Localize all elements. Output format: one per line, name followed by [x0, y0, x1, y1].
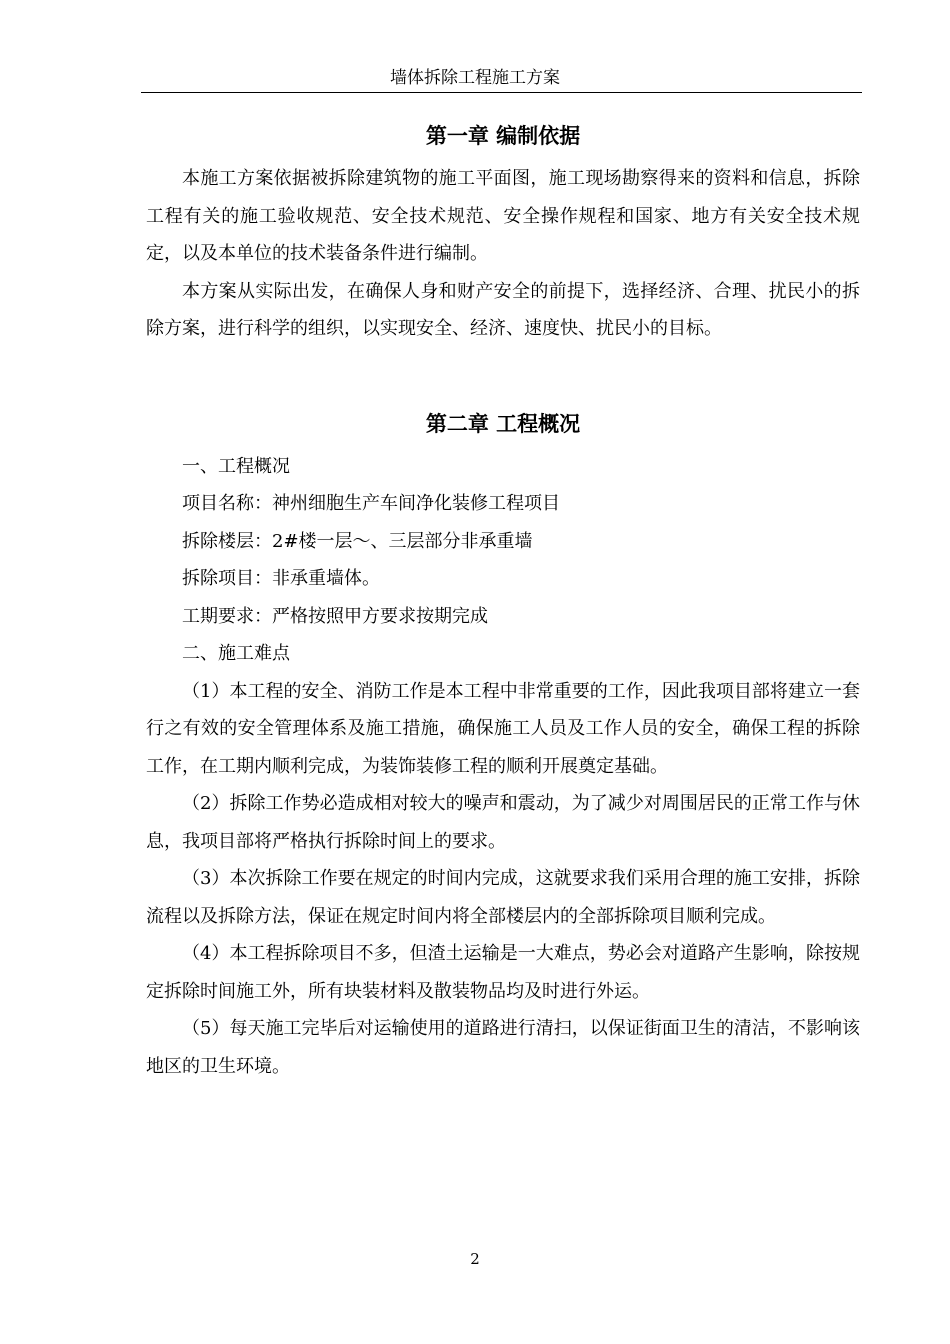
schedule-line: 工期要求：严格按照甲方要求按期完成	[182, 605, 488, 627]
document-body	[146, 112, 860, 1085]
section-heading-difficulties: 二、施工难点	[182, 643, 290, 664]
difficulty-item: （2）拆除工作势必造成相对较大的噪声和震动，为了减少对周围居民的正常工作与休息，我项目部将严格执行拆除时间上的要求。	[146, 793, 860, 852]
chapter-1-paragraph: 本施工方案依据被拆除建筑物的施工平面图，施工现场勘察得来的资料和信息，拆除工程有关的施工验收规范、安全技术规范、安全操作规程和国家、地方有关安全技术规定，以及本单位的技术装备条件进行编制。	[146, 168, 860, 264]
header-divider	[141, 92, 862, 93]
difficulty-item: （1）本工程的安全、消防工作是本工程中非常重要的工作，因此我项目部将建立一套行之有效的安全管理体系及施工措施，确保施工人员及工作人员的安全，确保工程的拆除工作，在工期内顺利完成，为装饰装修工程的顺利开展奠定基础。	[146, 680, 860, 777]
demolition-floors-line: 拆除楼层：2#楼一层～、三层部分非承重墙	[182, 530, 533, 552]
section-heading-overview: 一、工程概况	[182, 455, 290, 477]
page-number: 2	[470, 1250, 480, 1268]
difficulty-item: （5）每天施工完毕后对运输使用的道路进行清扫，以保证街面卫生的清洁，不影响该地区的卫生环境。	[146, 1018, 860, 1077]
running-header: 墙体拆除工程施工方案	[390, 68, 560, 88]
chapter-1-title: 第一章 编制依据	[425, 123, 581, 148]
difficulty-item: （3）本次拆除工作要在规定的时间内完成，这就要求我们采用合理的施工安排，拆除流程以及拆除方法，保证在规定时间内将全部楼层内的全部拆除项目顺利完成。	[146, 868, 860, 927]
project-name-line: 项目名称：神州细胞生产车间净化装修工程项目	[182, 493, 560, 514]
demolition-items-line: 拆除项目：非承重墙体。	[182, 568, 380, 589]
difficulty-item: （4）本工程拆除项目不多，但渣土运输是一大难点，势必会对道路产生影响，除按规定拆除时间施工外，所有块装材料及散装物品均及时进行外运。	[146, 943, 860, 1002]
chapter-1-paragraph: 本方案从实际出发，在确保人身和财产安全的前提下，选择经济、合理、扰民小的拆除方案，进行科学的组织，以实现安全、经济、速度快、扰民小的目标。	[146, 280, 860, 339]
chapter-2-title: 第二章 工程概况	[425, 410, 581, 436]
